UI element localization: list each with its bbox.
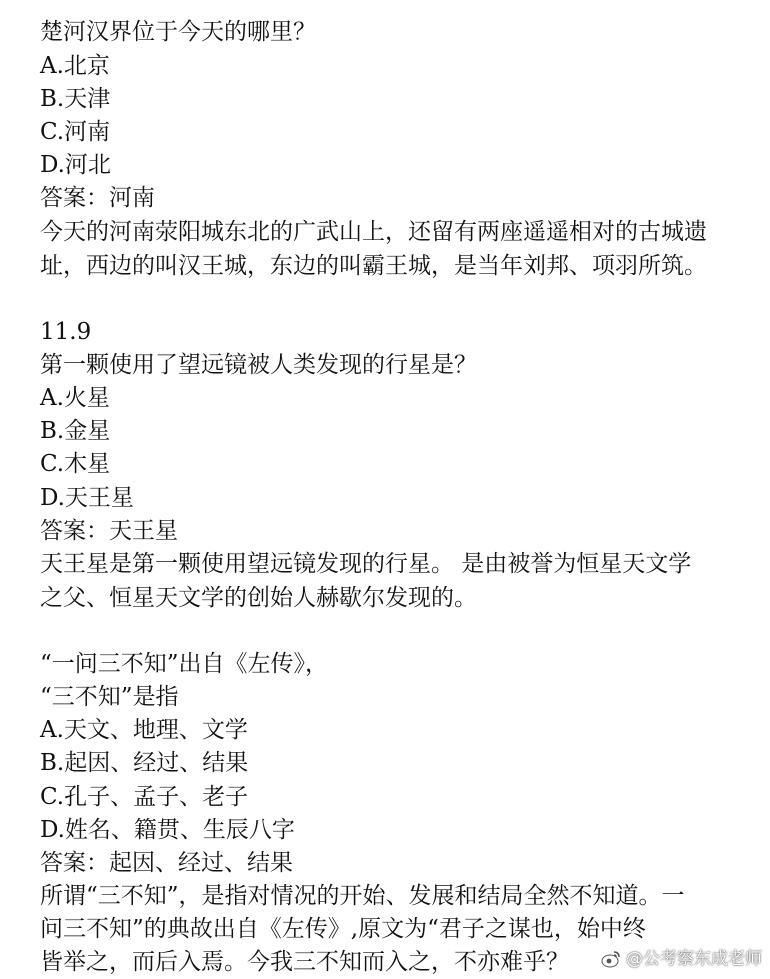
weibo-icon [600, 948, 622, 970]
q2-option-d: D.天王星 [40, 485, 134, 511]
q3-explanation-line: 所谓“三不知”，是指对情况的开始、发展和结局全然不知道。一 [40, 883, 685, 909]
q3-explanation-line: 问三不知”的典故出自《左传》,原文为“君子之谋也，始中终 [40, 916, 646, 942]
q1-option-b: B.天津 [40, 86, 111, 112]
q3-explanation-line: 皆举之，而后入焉。今我三不知而入之，不亦难乎？ [40, 949, 569, 975]
q1-answer: 答案：河南 [40, 185, 155, 211]
q3-option-c: C.孔子、孟子、老子 [40, 784, 249, 810]
q2-option-a: A.火星 [40, 385, 110, 411]
q2-option-b: B.金星 [40, 418, 111, 444]
q2-date: 11.9 [40, 319, 92, 345]
q2-explanation-line: 天王星是第一颗使用望远镜发现的行星。 是由被誉为恒星天文学 [40, 551, 692, 577]
q2-answer: 答案：天王星 [40, 518, 178, 544]
q1-option-a: A.北京 [40, 53, 110, 79]
q1-explanation-line: 今天的河南荥阳城东北的广武山上，还留有两座遥遥相对的古城遗 [40, 219, 707, 245]
watermark [600, 944, 762, 974]
watermark-text: @公考察东成老师 [626, 949, 762, 969]
q3-question-line: “一问三不知”出自《左传》， [40, 651, 329, 677]
q2-option-c: C.木星 [40, 451, 111, 477]
q3-option-a: A.天文、地理、文学 [40, 717, 248, 743]
q3-option-d: D.姓名、籍贯、生辰八字 [40, 817, 295, 843]
q1-option-c: C.河南 [40, 119, 111, 145]
q1-question: 楚河汉界位于今天的哪里？ [40, 19, 316, 45]
q2-question: 第一颗使用了望远镜被人类发现的行星是？ [40, 352, 477, 378]
q3-question-line: “三不知”是指 [40, 684, 179, 710]
q3-option-b: B.起因、经过、结果 [40, 750, 249, 776]
q1-explanation-line: 址，西边的叫汉王城，东边的叫霸王城，是当年刘邦、项羽所筑。 [40, 253, 707, 279]
q1-option-d: D.河北 [40, 152, 111, 178]
q2-explanation-line: 之父、恒星天文学的创始人赫歇尔发现的。 [40, 585, 477, 611]
q3-answer: 答案：起因、经过、结果 [40, 850, 293, 876]
